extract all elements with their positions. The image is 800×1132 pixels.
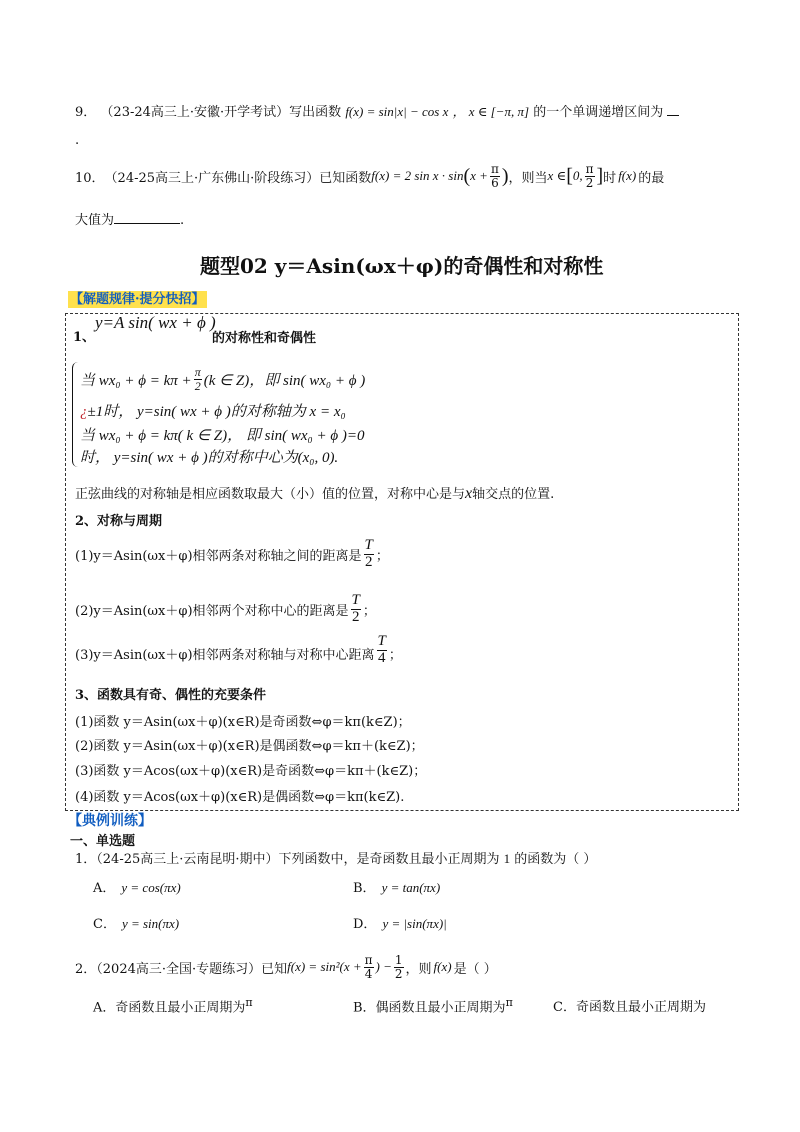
box-p3-den: 4	[377, 649, 386, 666]
box-l2-text: ±1时， y=sin( wx + ϕ )的对称轴为 x = x₀	[87, 404, 346, 420]
q10-answer-blank	[114, 211, 180, 224]
q2-a-text: A．奇函数且最小正周期为	[93, 1000, 246, 1016]
box-line-4: 时， y=sin( wx + ϕ )的对称中心为(x₀, 0).	[80, 450, 339, 466]
q1-c-label: C．	[93, 917, 116, 932]
q1-stem	[75, 848, 596, 867]
q10-bracket-close: ]	[596, 164, 604, 187]
q1-one: 1	[503, 851, 511, 866]
practice-tag-label: 【典例训练】	[68, 813, 152, 829]
q2-frac2-den: 2	[394, 966, 403, 981]
q10-end: .	[180, 213, 185, 228]
question-9	[75, 101, 679, 120]
box-p3-semi: ；	[388, 647, 402, 663]
q2-frac-1-2	[394, 954, 404, 980]
q10-fraction-pi-6	[490, 163, 500, 189]
box-l1-text-b: (k ∈ Z)，即 sin( wx₀ + ϕ )	[203, 372, 366, 389]
q9-source: （23-24高三上·安徽·开学考试）写出函数	[100, 105, 342, 120]
box-note-a: 正弦曲线的对称轴是相应函数取最大（小）值的位置，对称中心是与	[75, 487, 466, 502]
box-p3-frac	[377, 634, 387, 667]
box-period-1	[75, 538, 389, 571]
q10-paren-open: (	[463, 164, 471, 187]
box-h1-formula	[95, 313, 216, 333]
q1-d-text: y = |sin(πx)|	[382, 916, 447, 931]
q2-func-b: ) −	[375, 959, 392, 975]
q10-paren-close: )	[501, 164, 509, 187]
box-p1-frac	[364, 538, 374, 571]
q1-a-text: y = cos(πx)	[121, 880, 181, 895]
box-p3-text: (3)y＝Asin(ωx＋φ)相邻两条对称轴与对称中心距离	[75, 647, 375, 663]
q10-when: 时	[603, 170, 617, 186]
q10-max: 的最	[638, 170, 665, 186]
q2-option-a[interactable]	[93, 996, 253, 1015]
box-heading-2: 2、对称与周期	[75, 514, 163, 529]
box-period-3	[75, 634, 402, 667]
practice-tag	[68, 810, 152, 830]
q1-a-label: A．	[93, 881, 116, 896]
q2-stem-b: ，则	[405, 961, 432, 977]
box-p3-num: T	[377, 633, 386, 649]
q2-fx: f(x)	[433, 959, 452, 975]
box-line-3: 当 wx₀ + ϕ = kπ( k ∈ Z)， 即 sin( wx₀ + ϕ )=0	[80, 428, 365, 444]
q10-fraction-pi-2	[585, 163, 595, 189]
q1-option-b[interactable]	[353, 877, 440, 896]
q1-option-a[interactable]	[93, 877, 181, 896]
q2-stem-a: 2．（2024高三·全国·专题练习）已知	[75, 961, 288, 977]
q9-domain: ， x ∈ [−π, π]	[452, 104, 530, 119]
q1-option-c[interactable]	[93, 913, 179, 932]
box-line-2	[80, 400, 346, 421]
q10-line2	[75, 209, 184, 228]
q10-zero: 0,	[572, 168, 583, 184]
box-cond-4: (4)函数 y＝Acos(ωx＋φ)(x∈R)是偶函数⇔φ＝kπ(k∈Z).	[75, 790, 405, 805]
box-line-1	[80, 366, 365, 392]
q1-stem-a: 1．（24-25高三上·云南昆明·期中）下列函数中，是奇函数且最小正周期为	[75, 852, 500, 867]
q2-frac2-num: 1	[394, 953, 403, 967]
q10-var: x ∈	[547, 168, 567, 184]
q10-frac2-num: π	[585, 162, 594, 176]
box-p2-den: 2	[351, 608, 360, 625]
q10-frac-den: 6	[491, 175, 499, 190]
question-10	[75, 163, 664, 189]
box-l2-red: ¿	[80, 404, 88, 420]
q2-stem	[75, 954, 497, 980]
q10-frac-num: π	[490, 162, 499, 176]
box-p2-num: T	[351, 592, 360, 608]
box-p1-text: (1)y＝Asin(ωx＋φ)相邻两条对称轴之间的距离是	[75, 548, 362, 564]
q1-b-text: y = tan(πx)	[381, 880, 441, 895]
box-l1-frac-num: π	[194, 365, 201, 379]
cases-brace	[72, 362, 79, 467]
q1-b-label: B．	[353, 881, 376, 896]
box-note	[75, 483, 554, 503]
q10-number: 10．	[75, 170, 105, 186]
q2-frac-den: 4	[364, 966, 373, 981]
box-cond-1: (1)函数 y＝Asin(ωx＋φ)(x∈R)是奇函数⇔φ＝kπ(k∈Z)；	[75, 715, 411, 730]
box-heading-3: 3、函数具有奇、偶性的充要条件	[75, 688, 267, 703]
box-p2-frac	[351, 593, 361, 626]
q10-frac2-den: 2	[585, 175, 594, 190]
q10-fx: f(x)	[618, 168, 637, 184]
box-l1-frac	[194, 366, 202, 392]
q1-c-text: y = sin(πx)	[121, 916, 180, 931]
q1-option-d[interactable]	[353, 913, 447, 932]
box-p1-num: T	[364, 537, 373, 553]
box-p1-semi: ；	[375, 548, 389, 564]
q1-stem-b: 的函数为（ ）	[514, 852, 597, 867]
box-l1-text: 当 wx₀ + ϕ = kπ +	[80, 372, 192, 389]
q2-b-pi: π	[505, 996, 513, 1009]
q2-a-pi: π	[245, 996, 253, 1009]
box-note-b: 轴交点的位置.	[472, 487, 555, 502]
q10-source: （24-25高三上·广东佛山·阶段练习）已知函数	[104, 170, 372, 186]
rule-tag	[68, 288, 207, 307]
q10-arg: x +	[470, 168, 488, 184]
q9-number: 9．	[75, 105, 97, 120]
box-p1-den: 2	[364, 553, 373, 570]
box-heading-1	[73, 326, 95, 345]
box-p2-text: (2)y＝Asin(ωx＋φ)相邻两个对称中心的距离是	[75, 603, 349, 619]
q2-option-b[interactable]	[353, 996, 513, 1015]
q2-option-c[interactable]	[553, 996, 706, 1015]
q2-frac-pi-4	[364, 954, 374, 980]
box-h1-num: 1、	[73, 330, 96, 345]
q10-bracket-open: [	[566, 164, 573, 187]
q9-answer-blank	[667, 103, 679, 116]
box-note-x: x	[465, 485, 473, 502]
box-h1-text: 的对称性和奇偶性	[212, 331, 317, 346]
q2-b-text: B．偶函数且最小正周期为	[353, 1000, 506, 1016]
box-period-2	[75, 593, 376, 626]
q9-function: f(x) = sin|x| − cos x	[345, 104, 449, 119]
box-cond-2: (2)函数 y＝Asin(ωx＋φ)(x∈R)是偶函数⇔φ＝kπ＋(k∈Z)；	[75, 739, 424, 754]
q10-function: f(x) = 2 sin x · sin	[371, 168, 464, 184]
rule-tag-label: 【解题规律·提分快招】	[70, 292, 205, 307]
sub-heading: 一、单选题	[70, 834, 136, 849]
q1-d-label: D．	[353, 917, 377, 932]
box-cond-3: (3)函数 y＝Acos(ωx＋φ)(x∈R)是奇函数⇔φ＝kπ＋(k∈Z)；	[75, 764, 427, 779]
q9-ask: 的一个单调递增区间为	[533, 105, 664, 120]
box-p2-semi: ；	[362, 603, 376, 619]
q2-stem-c: 是（ ）	[453, 961, 497, 977]
q2-frac-num: π	[364, 953, 373, 967]
q2-func-a: f(x) = sin²(x +	[287, 959, 362, 975]
box-l1-frac-den: 2	[194, 378, 201, 393]
box-h1-formula-text: y=A sin( wx + ϕ )	[95, 313, 216, 332]
q9-trailing-dot: .	[75, 133, 80, 148]
q2-c-text: C．奇函数且最小正周期为	[553, 1000, 706, 1015]
section-title: 题型02 y＝Asin(ωx＋φ)的奇偶性和对称性	[200, 254, 604, 278]
q10-line2-text: 大值为	[75, 213, 115, 228]
q10-condition: ，则当	[508, 170, 548, 186]
